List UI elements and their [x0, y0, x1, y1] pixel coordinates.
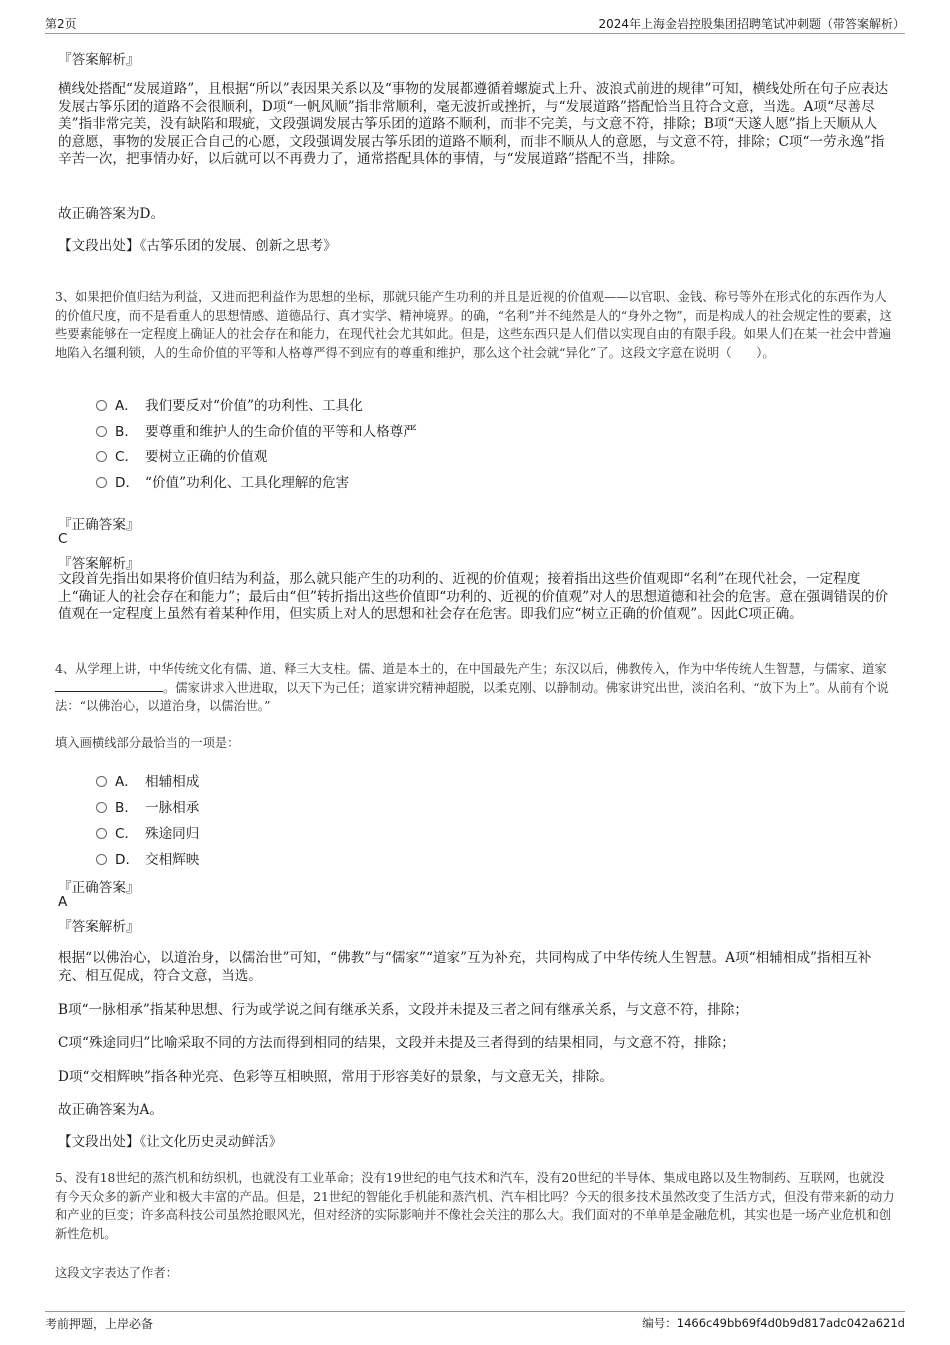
q2-conclusion: 故正确答案为D。	[58, 206, 165, 222]
q4-analysis-p3: C项“殊途同归”比喻采取不同的方法而得到相同的结果，文段并未提及三者得到的结果相同，与文意不符，排除；	[58, 1035, 735, 1051]
q4-option-d[interactable]: D． 交相辉映	[96, 848, 199, 868]
q4-answer: A	[58, 894, 68, 910]
q4-prompt: 填入画横线部分最恰当的一项是：	[55, 736, 240, 750]
q4-option-c[interactable]: C． 殊途同归	[96, 822, 199, 842]
q3-option-a[interactable]: A． 我们要反对“价值”的功利性、工具化	[96, 394, 363, 414]
q2-source: 【文段出处】《古筝乐团的发展、创新之思考》	[58, 238, 337, 254]
q4-analysis-p2: B项“一脉相承”指某种思想、行为或学说之间有继承关系，文段并未提及三者之间有继承关系，与文意不符，排除；	[58, 1002, 748, 1018]
radio-icon[interactable]	[96, 451, 107, 462]
fill-blank	[55, 679, 163, 692]
q4-source: 【文段出处】《让文化历史灵动鲜活》	[58, 1134, 283, 1150]
q4-option-a[interactable]: A． 相辅相成	[96, 770, 199, 790]
radio-icon[interactable]	[96, 400, 107, 411]
radio-icon[interactable]	[96, 776, 107, 787]
document-title: 2024年上海金岩控股集团招聘笔试冲刺题（带答案解析）	[598, 17, 905, 31]
page-number: 第2页	[45, 17, 77, 31]
q3-option-c[interactable]: C． 要树立正确的价值观	[96, 445, 267, 465]
q3-option-d[interactable]: D． “价值”功利化、工具化理解的危害	[96, 471, 349, 491]
q3-option-b[interactable]: B． 要尊重和维护人的生命价值的平等和人格尊严	[96, 420, 417, 440]
q3-answer: C	[58, 531, 68, 547]
q4-stem: 4、从学理上讲，中华传统文化有儒、道、释三大支柱。儒、道是本土的，在中国最先产生；东汉以后，佛教传入，作为中华传统人生智慧，与儒家、道家。儒家讲求入世进取，以天下为己任；道家讲究精神超脱，以柔克刚、以静制动。佛家讲究出世，淡泊名利、“放下为上”。从前有个说法：“以佛治心，以道治身，以儒治世。”	[55, 662, 889, 713]
q5-prompt: 这段文字表达了作者：	[55, 1266, 178, 1280]
q3-analysis-label: 『答案解析』	[58, 556, 140, 572]
page-footer	[45, 1311, 905, 1331]
q4-conclusion: 故正确答案为A。	[58, 1102, 163, 1118]
radio-icon[interactable]	[96, 477, 107, 488]
q4-answer-label: 『正确答案』	[58, 880, 140, 896]
q3-stem: 3、如果把价值归结为利益，又进而把利益作为思想的坐标，那就只能产生功利的并且是近视的价值观——以官职、金钱、称号等外在形式化的东西作为人的价值尺度，而不是看重人的思想情感、道德品行、真才实学、精神境界。的确，“名利”并不纯然是人的“身外之物”，而是构成人的社会规定性的要素，这些要素能够在一定程度上确证人的社会存在和能力，在现代社会尤其如此。但是，这些东西只是人们借以实现自由的有限手段。如果人们在某一社会中普遍地陷入名缰利锁，人的生命价值的平等和人格尊严得不到应有的尊重和维护，那么这个社会就“异化”了。这段文字意在说明（ ）。	[55, 290, 892, 360]
q4-option-b[interactable]: B． 一脉相承	[96, 796, 199, 816]
q3-answer-label: 『正确答案』	[58, 517, 140, 533]
radio-icon[interactable]	[96, 854, 107, 865]
radio-icon[interactable]	[96, 426, 107, 437]
q5-stem: 5、没有18世纪的蒸汽机和纺织机，也就没有工业革命；没有19世纪的电气技术和汽车，没有20世纪的半导体、集成电路以及生物制药、互联网，也就没有今天众多的新产业和极大丰富的产品。但是，21世纪的智能化手机能和蒸汽机、汽车相比吗？今天的很多技术虽然改变了生活方式，但没有带来新的动力和产业的巨变；许多高科技公司虽然抢眼风光，但对经济的实际影响并不像社会关注的那么大。我们面对的不单单是金融危机，其实也是一场产业危机和创新性危机。	[55, 1171, 895, 1241]
q3-analysis-text: 文段首先指出如果将价值归结为利益，那么就只能产生的功利的、近视的价值观；接着指出这些价值观即“名利”在现代社会，一定程度上“确证人的社会存在和能力”；最后由“但”转折指出这些价值即“功利的、近视的价值观”对人的思想道德和社会的危害。意在强调错误的价值观在一定程度上虽然有着某种作用，但实质上对人的思想和社会存在危害。即我们应“树立正确的价值观”。因此C项正确。	[58, 571, 889, 622]
footer-slogan: 考前押题，上岸必备	[45, 1317, 154, 1331]
page-header	[45, 13, 905, 34]
q4-analysis-label: 『答案解析』	[58, 919, 140, 935]
radio-icon[interactable]	[96, 802, 107, 813]
q2-analysis-label: 『答案解析』	[58, 52, 140, 68]
footer-serial: 编号：1466c49bb69f4d0b9d817adc042a621d	[642, 1316, 905, 1330]
q2-analysis-text: 横线处搭配“发展道路”，且根据“所以”表因果关系以及“事物的发展都遵循着螺旋式上升、波浪式前进的规律”可知，横线处所在句子应表达发展古筝乐团的道路不会很顺利，D项“一帆风顺”指非常顺利，毫无波折或挫折，与“发展道路”搭配恰当且符合文意，当选。A项“尽善尽美”指非常完美，没有缺陷和瑕疵，文段强调发展古筝乐团的道路不顺利，而非不完美，与文意不符，排除；B项“天遂人愿”指上天顺从人的意愿，事物的发展正合自己的心愿，文段强调发展古筝乐团的道路不顺利，而非不顺从人的意愿，与文意不符，排除；C项“一劳永逸”指辛苦一次，把事情办好，以后就可以不再费力了，通常搭配具体的事情，与“发展道路”搭配不当，排除。	[58, 81, 889, 167]
radio-icon[interactable]	[96, 828, 107, 839]
q4-analysis-p1: 根据“以佛治心，以道治身，以儒治世”可知，“佛教”与“儒家”“道家”互为补充，共同构成了中华传统人生智慧。A项“相辅相成”指相互补充、相互促成，符合文意，当选。	[58, 950, 872, 984]
q4-analysis-p4: D项“交相辉映”指各种光亮、色彩等互相映照，常用于形容美好的景象，与文意无关，排除。	[58, 1069, 613, 1085]
